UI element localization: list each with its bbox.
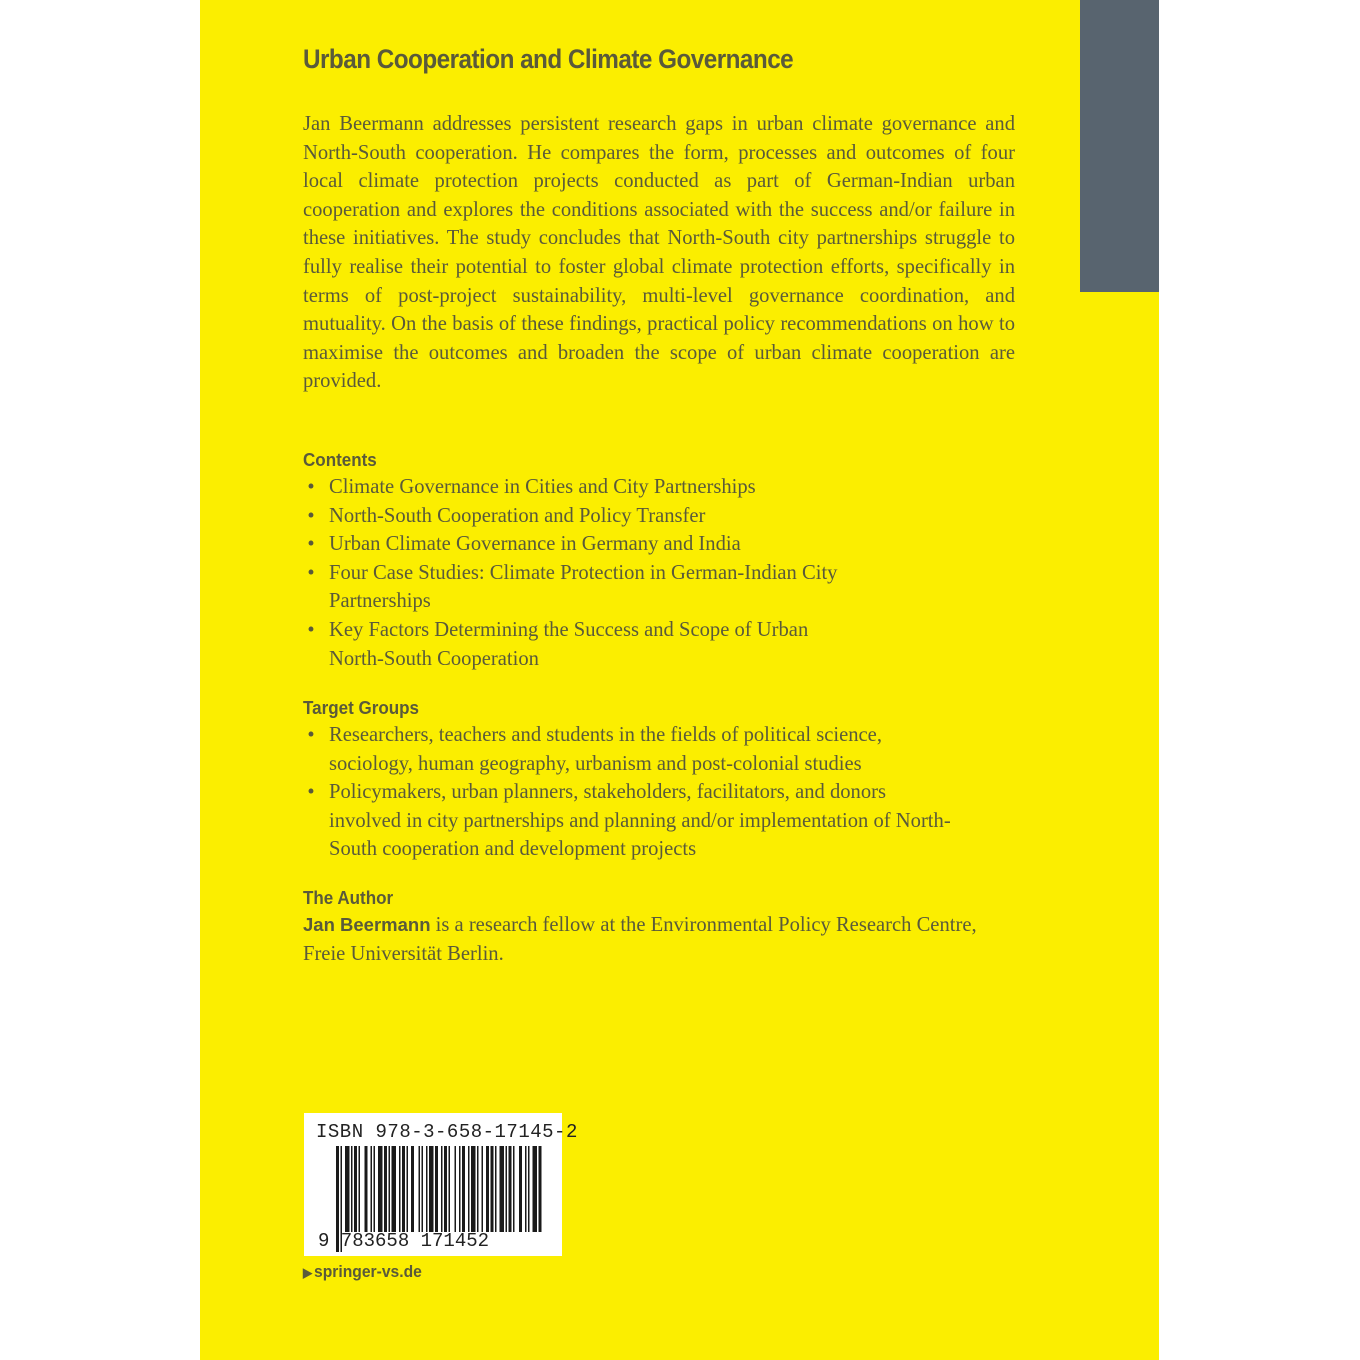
barcode-bar (419, 1146, 421, 1232)
barcode-bar (482, 1146, 484, 1232)
target-groups-list (303, 721, 963, 864)
isbn-barcode (304, 1113, 578, 1256)
barcode-bar (513, 1146, 515, 1232)
barcode-bar (444, 1146, 447, 1232)
bullet-icon: • (307, 724, 315, 746)
contents-item (303, 473, 863, 502)
target-group-item (303, 778, 963, 864)
barcode-bar (477, 1146, 479, 1232)
bullet-icon: • (307, 533, 315, 556)
target-groups-heading: Target Groups (303, 697, 420, 718)
contents-item (303, 502, 863, 531)
bullet-icon: • (307, 504, 315, 527)
barcode-bar (399, 1146, 401, 1232)
barcode-bar (389, 1146, 391, 1232)
barcode-bar (435, 1146, 438, 1232)
book-description: Jan Beermann addresses persistent research gaps in urban climate governance and North-South cooperation. He compares the form, processes and outcomes of four local climate protection projects conducted as part of German-Indian urban cooperation and explores the conditions associated with the success and/or failure in these initiatives. The study concludes that North-South city partnerships struggle to fully realise their potential to foster global climate protection efforts, specifically in terms of post-project sustainability, multi-level governance coordination, and mutuality. On the basis of these findings, practical policy recommendations on how to maximise the outcomes and broaden the scope of urban climate cooperation are provided. (303, 113, 1015, 393)
barcode-bar (407, 1146, 409, 1232)
publisher-link[interactable] (303, 1262, 422, 1282)
barcode-bar (374, 1146, 376, 1232)
barcode-bar (429, 1146, 434, 1232)
barcode-bar (449, 1146, 451, 1232)
contents-item (303, 559, 863, 616)
author-bio-text: is a research fellow at the Environmental Policy Research Centre, Freie Universität Berlin. (303, 914, 977, 965)
bullet-icon: • (307, 781, 315, 804)
book-title: Urban Cooperation and Climate Governance (303, 44, 794, 74)
barcode-bar (462, 1146, 465, 1232)
publisher-url: springer-vs.de (314, 1262, 422, 1281)
contents-item-text: North-South Cooperation and Policy Transfer (329, 504, 706, 527)
contents-item (303, 616, 863, 673)
barcode-bar (392, 1146, 397, 1232)
contents-item-text: Urban Climate Governance in Germany and India (329, 533, 741, 556)
barcode-bar (491, 1146, 494, 1232)
contents-item-text: Key Factors Determining the Success and Scope of Urban North-South Cooperation (329, 618, 809, 670)
target-group-text: Policymakers, urban planners, stakeholders, facilitators, and donors involved in city partnerships and planning and/or implementation of North-South cooperation and development projects (329, 781, 951, 861)
spine-color-tab (1080, 0, 1159, 292)
author-bio (303, 911, 1023, 968)
barcode-bar (411, 1146, 414, 1232)
barcode-bar (495, 1146, 497, 1232)
barcode-digits: 9 783658 171452 (318, 1230, 490, 1252)
contents-heading: Contents (303, 449, 377, 470)
barcode-bar (533, 1146, 538, 1232)
barcode-bar (528, 1146, 530, 1232)
barcode-bar (426, 1146, 428, 1232)
barcode-bar (384, 1146, 387, 1232)
barcode-bar (506, 1146, 508, 1232)
barcode-bar (525, 1146, 527, 1232)
barcode-bar (365, 1146, 368, 1232)
triangle-right-icon: ▶ (303, 1265, 313, 1280)
barcode-bar (354, 1146, 357, 1232)
target-group-item (303, 721, 963, 778)
contents-item-text: Four Case Studies: Climate Protection in German-Indian City Partnerships (329, 561, 838, 613)
barcode-bar (351, 1146, 353, 1232)
isbn-label: ISBN 978-3-658-17145-2 (316, 1121, 578, 1143)
barcode-bar (422, 1146, 424, 1232)
contents-item (303, 530, 863, 559)
barcode-bar (378, 1146, 383, 1232)
contents-list (303, 473, 863, 673)
author-name: Jan Beermann (303, 914, 431, 935)
barcode-bar (455, 1146, 457, 1232)
barcode-bar (371, 1146, 373, 1232)
bullet-icon: • (307, 476, 315, 498)
barcode-bar (500, 1146, 505, 1232)
barcode-bar (459, 1146, 461, 1232)
barcode-bar (468, 1146, 470, 1232)
target-group-text: Researchers, teachers and students in the fields of political science, sociology, human geography, urbanism and post-colonial studies (329, 724, 882, 775)
bullet-icon: • (307, 618, 315, 641)
contents-item-text: Climate Governance in Cities and City Partnerships (329, 476, 756, 498)
barcode-bar (471, 1146, 476, 1232)
author-heading: The Author (303, 887, 394, 908)
barcode-bar (359, 1146, 361, 1232)
barcode-bar (539, 1146, 542, 1232)
barcode-bar (509, 1146, 512, 1232)
barcode-bar (519, 1146, 522, 1232)
barcode-bar (441, 1146, 443, 1232)
bullet-icon: • (307, 561, 315, 584)
barcode-bar (402, 1146, 405, 1232)
barcode-bar (345, 1146, 350, 1232)
barcode-bar (486, 1146, 489, 1232)
